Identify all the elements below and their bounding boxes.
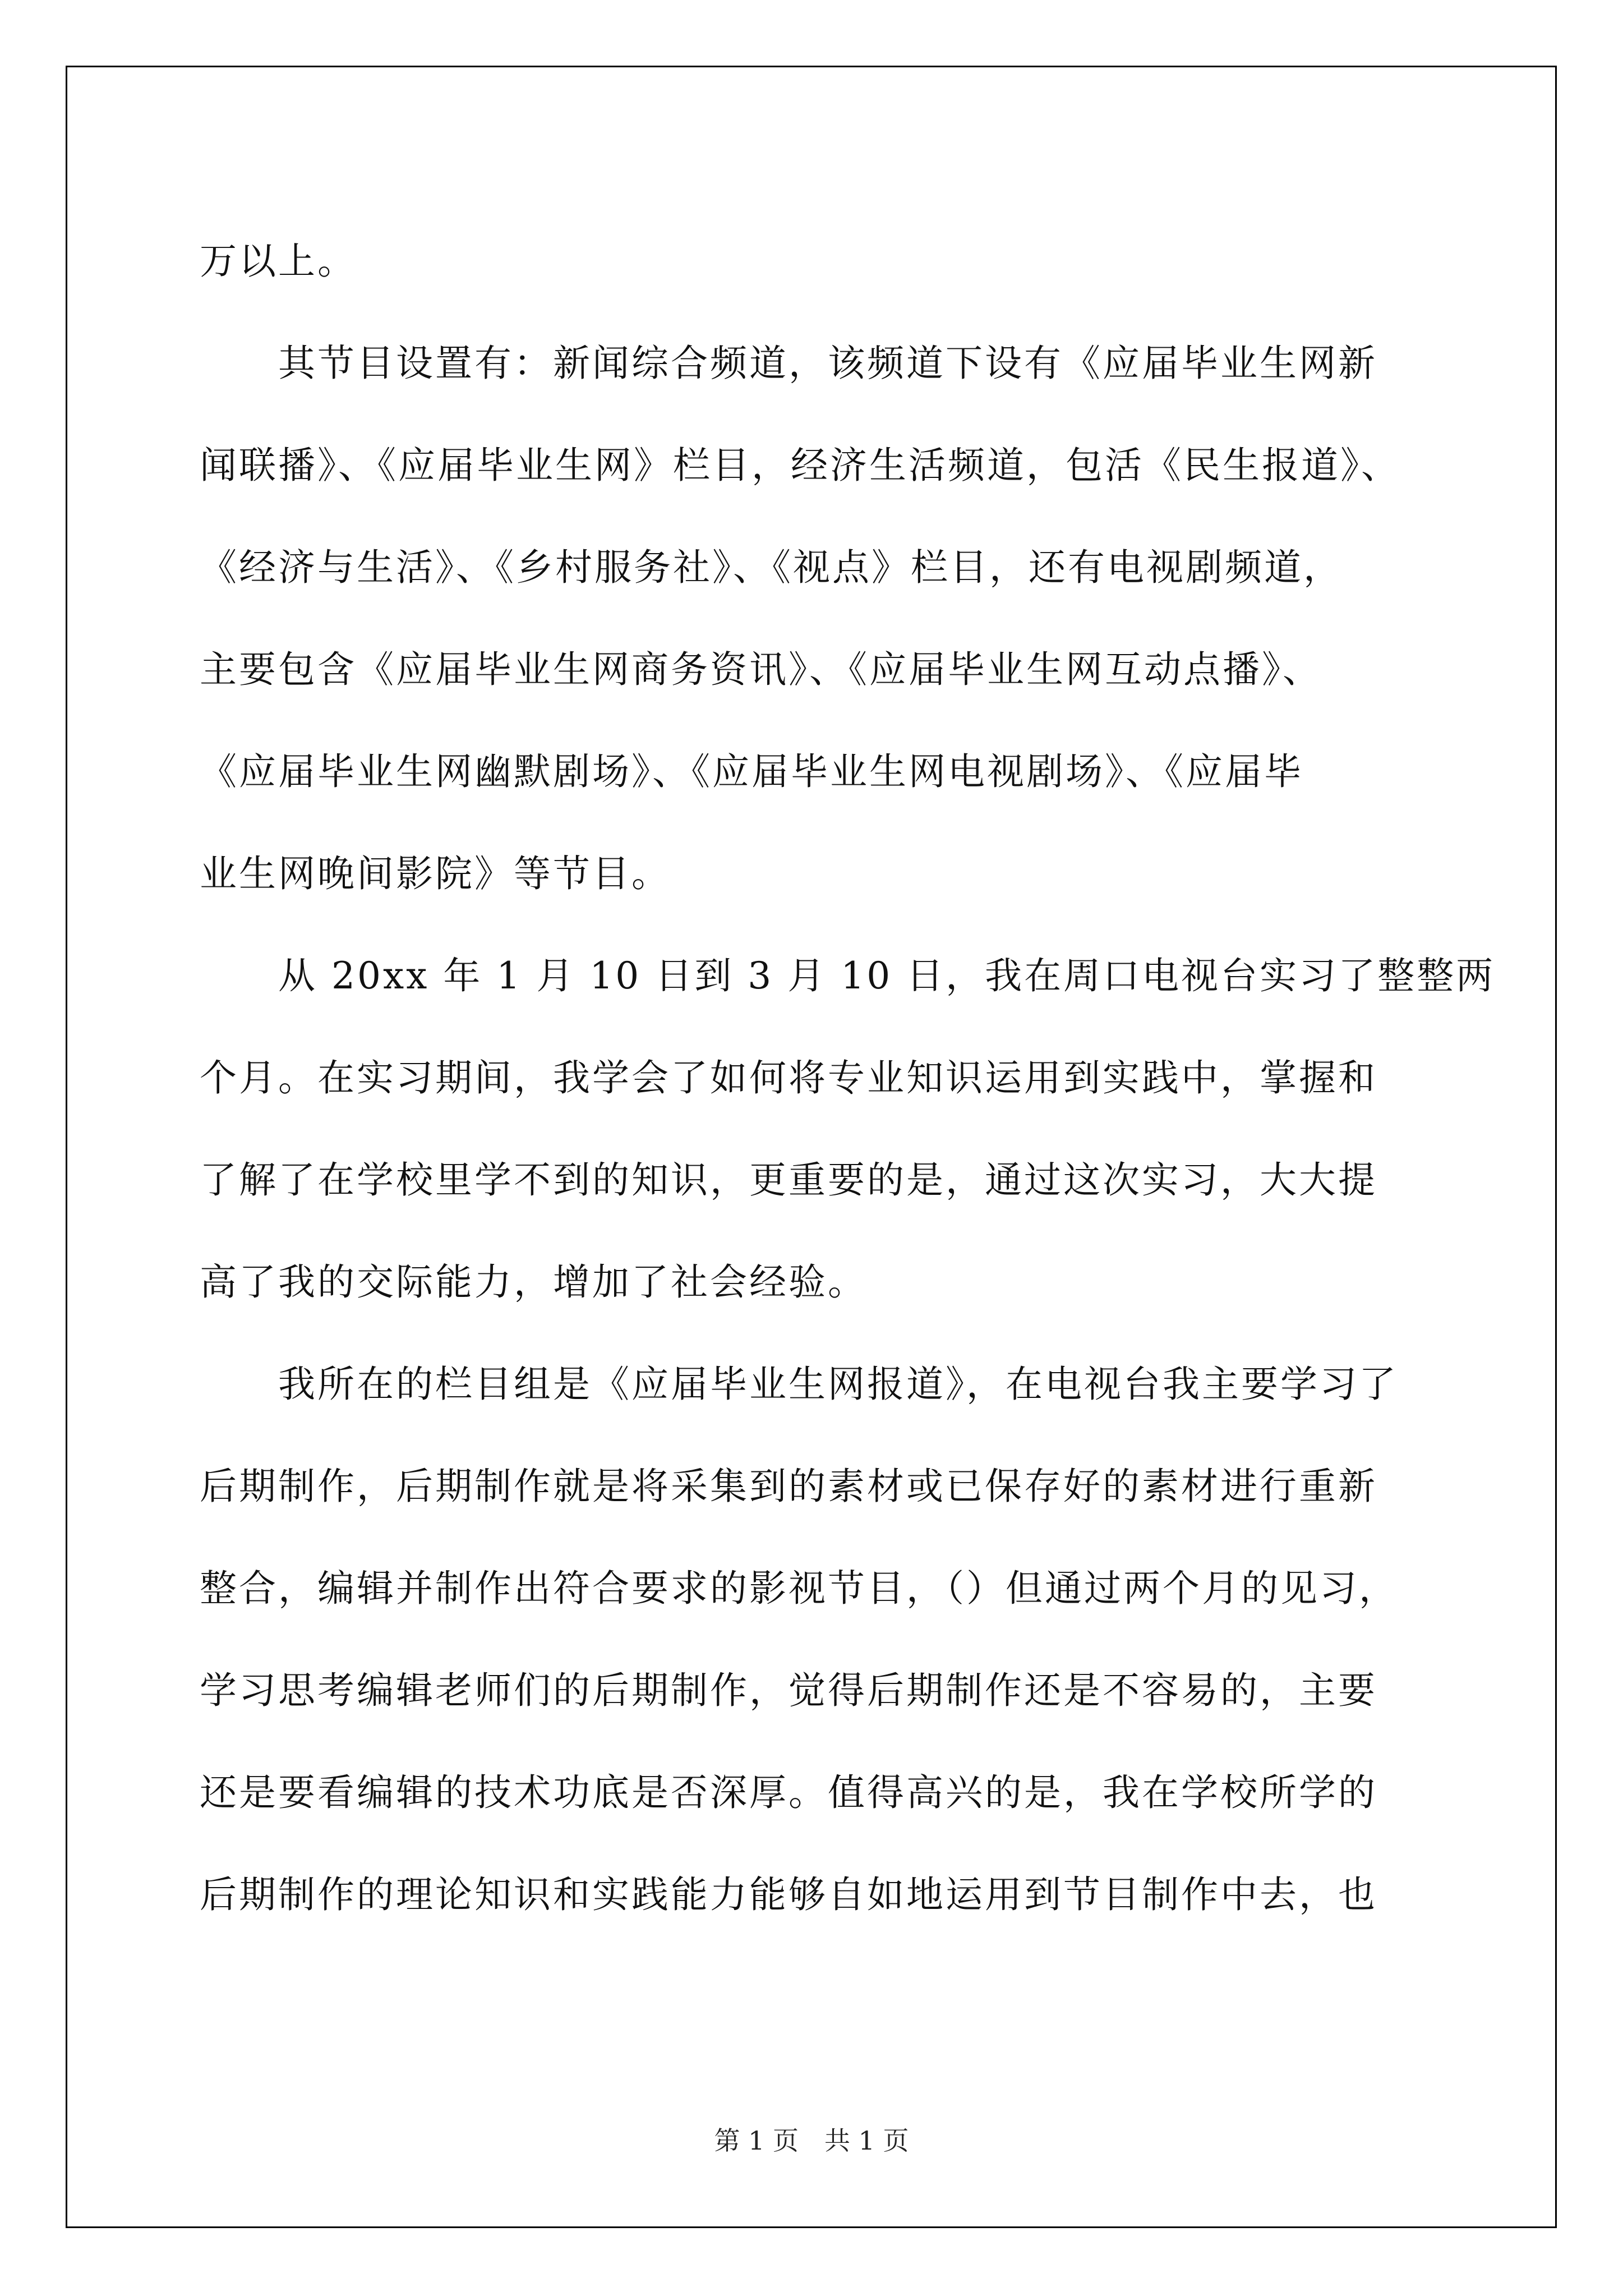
text-line: 整合，编辑并制作出符合要求的影视节目，（）但通过两个月的见习，: [200, 1567, 1398, 1610]
text-line: 我所在的栏目组是《应届毕业生网报道》，在电视台我主要学习了: [200, 1363, 1398, 1406]
text-line: 个月。在实习期间，我学会了如何将专业知识运用到实践中，掌握和: [200, 1056, 1377, 1099]
page-footer: 第 1 页 共 1 页: [714, 2125, 909, 2156]
text-line: 还是要看编辑的技术功底是否深厚。值得高兴的是，我在学校所学的: [200, 1771, 1377, 1814]
text-line: 高了我的交际能力，增加了社会经验。: [200, 1260, 867, 1304]
text-line: 学习思考编辑老师们的后期制作，觉得后期制作还是不容易的，主要: [200, 1669, 1377, 1712]
text-line: 其节目设置有：新闻综合频道，该频道下设有《应届毕业生网新: [200, 342, 1377, 385]
text-line: 《经济与生活》、《乡村服务社》、《视点》栏目，还有电视剧频道，: [200, 546, 1343, 589]
text-line: 万以上。: [200, 240, 357, 283]
text-line: 业生网晚间影院》等节目。: [200, 852, 671, 895]
text-line: 后期制作的理论知识和实践能力能够自如地运用到节目制作中去，也: [200, 1873, 1377, 1916]
text-line: 闻联播》、《应届毕业生网》栏目，经济生活频道，包活《民生报道》、: [200, 444, 1400, 487]
text-line: 后期制作，后期制作就是将采集到的素材或已保存好的素材进行重新: [200, 1465, 1377, 1508]
document-body: [200, 210, 1506, 1946]
text-line: 了解了在学校里学不到的知识，更重要的是，通过这次实习，大大提: [200, 1158, 1377, 1202]
text-line: 主要包含《应届毕业生网商务资讯》、《应届毕业生网互动点播》、: [200, 648, 1322, 691]
text-line: 从 20xx 年 1 月 10 日到 3 月 10 日，我在周口电视台实习了整整两: [200, 954, 1496, 997]
text-line: 《应届毕业生网幽默剧场》、《应届毕业生网电视剧场》、《应届毕: [200, 750, 1303, 793]
